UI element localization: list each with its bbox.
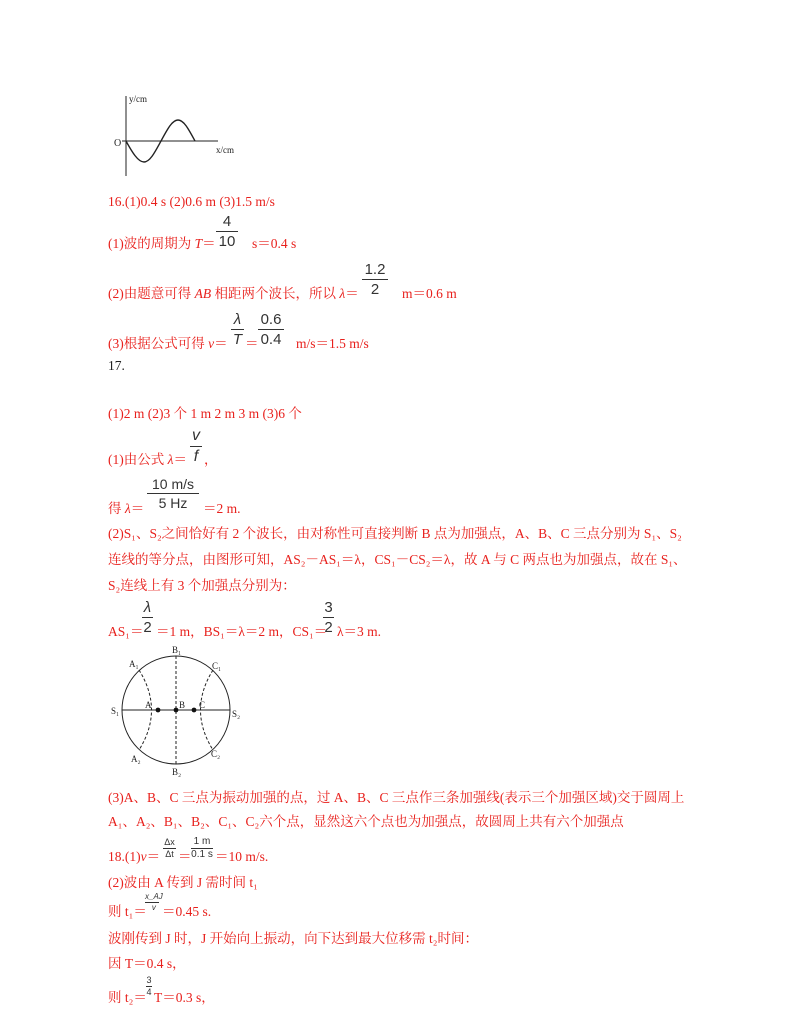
frac-den: 5 Hz (158, 495, 188, 511)
q18-dx-dt (163, 838, 176, 859)
q18-line6-pre: 则 t₂＝ (108, 990, 147, 1005)
q17-lambda-half (142, 600, 153, 635)
q16-line1-pre: (1)波的周期为 (108, 236, 195, 251)
q18-line1-v: v (140, 849, 147, 864)
frac-num: 10 m/s (151, 476, 194, 492)
wave-figure (108, 90, 248, 182)
q17-wavelength-fraction (147, 477, 199, 510)
q17-p2-line3: S₂连线上有 3 个加强点分别为： (108, 578, 296, 593)
q16-line2-post: m＝0.6 m (402, 286, 457, 301)
q17-line2-lam: λ (124, 501, 131, 516)
q17-p2-line2: 连线的等分点，由图形可知，AS₂－AS₁＝λ，CS₁－CS₂＝λ，故 A 与 C 两点也为加强点，故在 S₁、 (108, 552, 687, 567)
frac-num: 3 (146, 975, 152, 985)
label-c1: C₁ (212, 661, 222, 671)
q18-line1 (108, 849, 160, 865)
label-c2: C₂ (211, 749, 221, 759)
label-a2: A₂ (131, 754, 141, 764)
frac-den: 0.4 (260, 331, 282, 348)
wave-origin-label: O (114, 138, 122, 149)
frac-num: 1.2 (364, 261, 386, 278)
frac-num: λ (143, 599, 152, 616)
q18-xaj-over-v (145, 893, 163, 912)
frac-den: f (193, 448, 199, 465)
q16-line1-post: s＝0.4 s (252, 236, 297, 251)
frac-den: 2 (324, 619, 333, 636)
q16-line3-eq: ＝ (214, 336, 228, 351)
q16-period-fraction (216, 214, 238, 249)
label-b1: B₁ (172, 645, 182, 655)
q18-line6-post: T＝0.3 s， (154, 990, 215, 1005)
q17-line1-post: ， (204, 452, 218, 467)
q16-line3-pre: (3)根据公式可得 (108, 336, 209, 351)
point-b (174, 708, 179, 713)
q16-line2 (108, 286, 359, 302)
frac-den: 10 (218, 233, 236, 250)
circle-figure (106, 642, 256, 782)
label-c: C (199, 700, 206, 710)
q17-line6-post: λ＝3 m. (337, 624, 382, 639)
frac-num: 3 (324, 599, 333, 616)
q17-line6-mid: ＝1 m，BS₁＝λ＝2 m，CS₁＝ (156, 624, 328, 639)
q16-wavelength-fraction (362, 262, 388, 297)
q16-line3-v: v (208, 336, 215, 351)
point-c (192, 708, 197, 713)
q17-line6-as: AS₁＝ (108, 624, 144, 639)
wave-x-label: x/cm (216, 145, 234, 155)
q16-speed-fraction1 (231, 312, 244, 347)
q17-p3-line1: (3)A、B、C 三点为振动加强的点，过 A、B、C 三点作三条加强线(表示三个加强区域)交于圆周上 (108, 790, 685, 805)
q16-line2-mid: 相距两个波长，所以 (211, 286, 340, 301)
label-a: A (145, 700, 152, 710)
q18-line3-pre: 则 t₁＝ (108, 904, 147, 919)
q16-header: 16.(1)0.4 s (2)0.6 m (3)1.5 m/s (108, 194, 275, 209)
q18-line1-eq2: ＝ (178, 849, 192, 864)
q18-line4: 波刚传到 J 时，J 开始向上振动，向下达到最大位移需 t₂时间： (108, 931, 478, 946)
q18-1m-01s (191, 837, 213, 860)
q17-header: 17. (108, 358, 125, 373)
frac-den: T (232, 331, 243, 348)
label-b2: B₂ (172, 767, 182, 777)
q18-line2: (2)波由 A 传到 J 需时间 t₁ (108, 875, 258, 890)
point-a (156, 708, 161, 713)
label-s2: S₂ (232, 709, 241, 719)
q18-line1-pre: 18.(1) (108, 849, 141, 864)
frac-num: Δx (164, 837, 175, 847)
frac-num: 1 m (193, 836, 211, 847)
q17-line2-eq: ＝ (130, 501, 145, 516)
q17-p2-line1: (2)S₁、S₂之间恰好有 2 个波长，由对称性可直接判断 B 点为加强点，A、B、C 三点分别为 S₁、S₂ (108, 526, 682, 541)
q17-line2 (108, 501, 144, 517)
q16-line2-eq: ＝ (345, 286, 359, 301)
q16-line2-lam: λ (339, 286, 346, 301)
frac-num: 4 (222, 213, 232, 230)
q16-line2-pre: (2)由题意可得 (108, 286, 195, 301)
q18-line5: 因 T＝0.4 s， (108, 956, 186, 971)
q17-line1-pre: (1)由公式 (108, 452, 168, 467)
frac-den: 2 (370, 281, 380, 298)
wave-y-label: y/cm (129, 94, 147, 104)
q17-line1 (108, 452, 187, 468)
q18-line3-post: ＝0.45 s. (162, 904, 212, 919)
q16-line3 (108, 336, 228, 352)
q17-line1-lam: λ (167, 452, 174, 467)
frac-den: Δt (165, 849, 174, 859)
q17-three-halves (323, 600, 334, 635)
q16-line1-var: T (194, 236, 203, 251)
q17-v-over-f (190, 428, 202, 465)
q16-line2-ab: AB (194, 286, 212, 301)
q16-line3-eq2: ＝ (245, 336, 259, 351)
frac-den: v (151, 903, 156, 912)
frac-den: 0.1 s (191, 849, 213, 860)
frac-num: v (192, 427, 200, 444)
q17-line2-pre: 得 (108, 501, 125, 516)
q17-line1-eq: ＝ (173, 452, 187, 467)
q16-line3-post: m/s＝1.5 m/s (296, 336, 369, 351)
q18-line1-post: ＝10 m/s. (215, 849, 269, 864)
label-s1: S₁ (111, 706, 120, 716)
frac-num: λ (233, 311, 242, 328)
frac-den: 4 (146, 987, 152, 997)
q17-line2-post: ＝2 m. (203, 501, 241, 516)
q18-three-quarters (146, 976, 152, 997)
frac-den: 2 (143, 619, 152, 636)
q18-line1-eq: ＝ (146, 849, 161, 864)
label-a1: A₁ (129, 659, 139, 669)
q17-answers: (1)2 m (2)3 个 1 m 2 m 3 m (3)6 个 (108, 406, 302, 421)
q16-line1 (108, 236, 216, 252)
frac-num: 0.6 (260, 311, 282, 328)
q16-speed-fraction2 (258, 312, 284, 347)
label-b: B (179, 700, 186, 710)
q17-p3-line2: A₁、A₂、B₁、B₂、C₁、C₂六个点，显然这六个点也为加强点，故圆周上共有六个加强点 (108, 814, 624, 829)
q16-line1-eq: ＝ (202, 236, 216, 251)
frac-num: x_AJ (145, 892, 163, 901)
